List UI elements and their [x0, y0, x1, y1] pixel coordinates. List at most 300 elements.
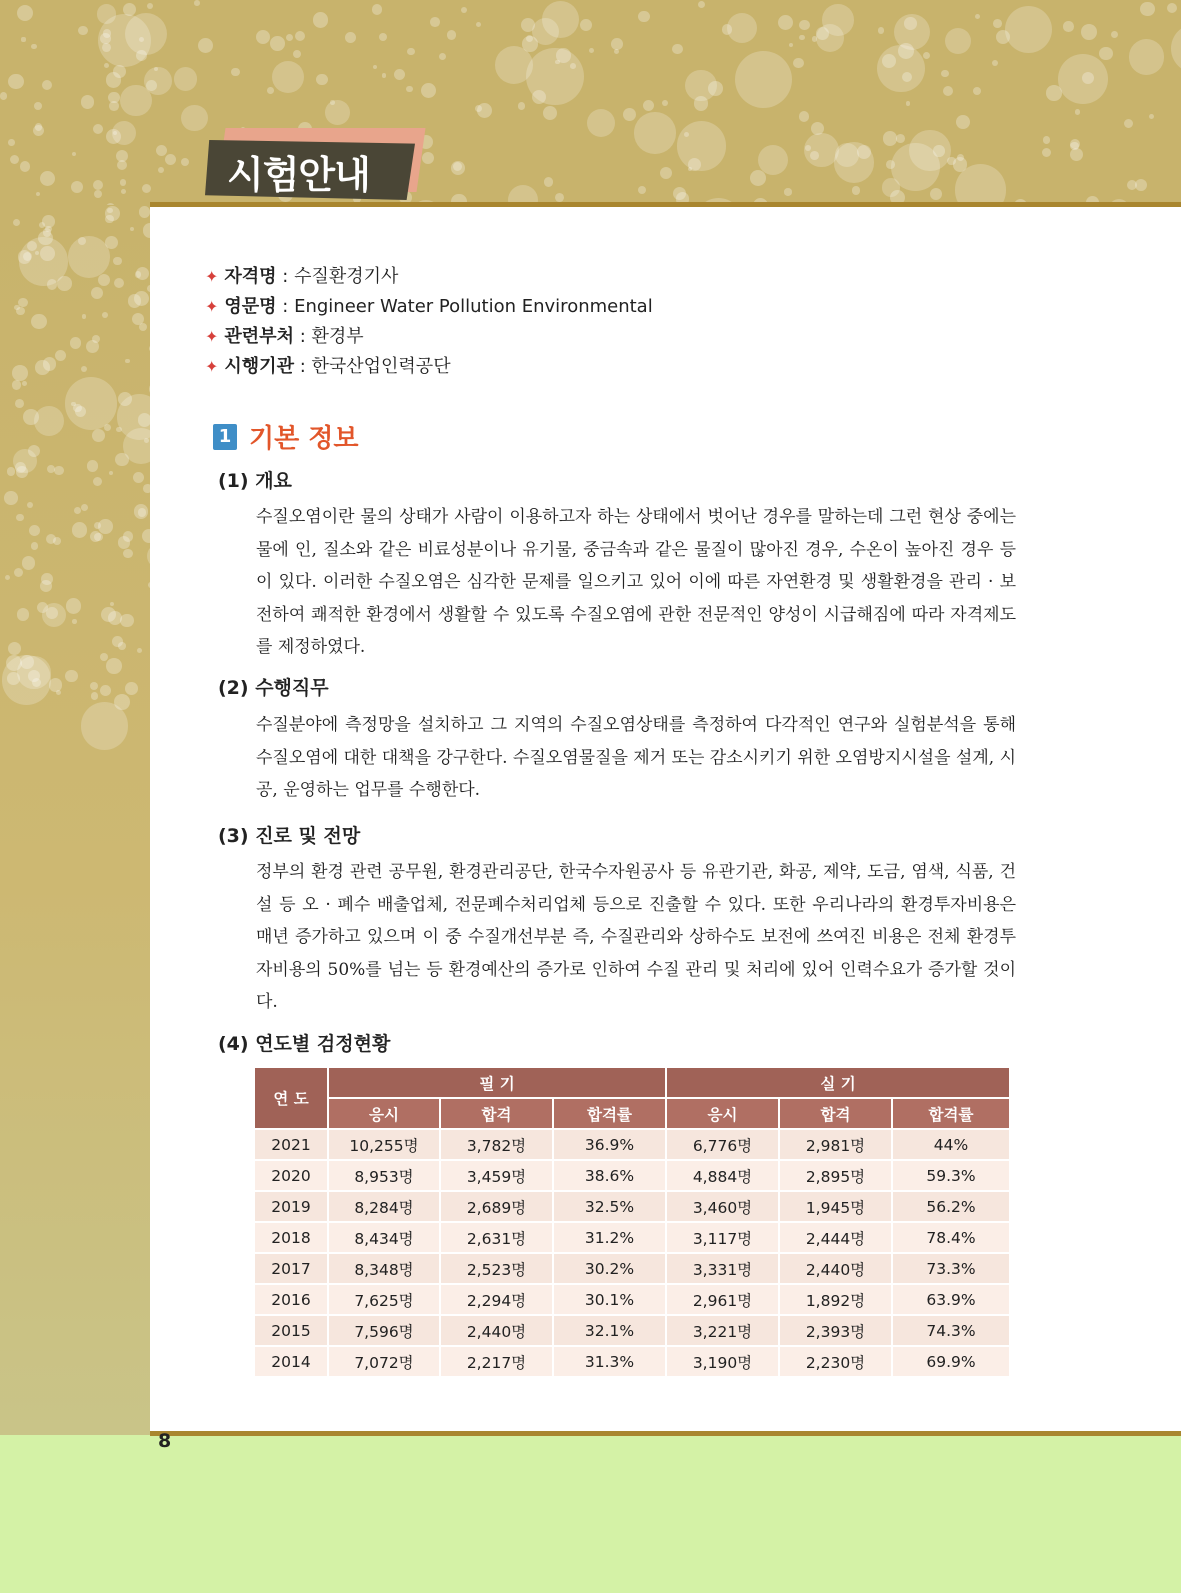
year-cell: 2014 [255, 1347, 329, 1378]
decor-dot [72, 619, 77, 624]
star-bullet-icon: ✦ [205, 267, 219, 286]
decor-dot [286, 34, 293, 41]
decor-dot [439, 53, 446, 60]
table-cell: 1,892명 [780, 1285, 893, 1316]
top-rule [150, 202, 1181, 207]
practical-exam-header: 실 기 [667, 1068, 1009, 1099]
decor-dot [799, 20, 809, 30]
decor-dot [70, 337, 82, 349]
decor-dot [231, 68, 239, 76]
decor-dot [154, 67, 158, 71]
decor-dot [72, 522, 88, 538]
decor-dot [1124, 119, 1133, 128]
decor-dot [7, 467, 15, 475]
column-header: 응시 [329, 1099, 441, 1130]
page-title: 시험안내 [227, 153, 370, 197]
table-cell: 56.2% [893, 1192, 1009, 1223]
table-cell: 2,689명 [441, 1192, 554, 1223]
header-background [0, 0, 1181, 205]
decor-dot [522, 36, 538, 52]
decor-dot [118, 392, 132, 406]
decor-dot [270, 36, 285, 51]
decor-dot [975, 14, 980, 19]
decor-dot [71, 181, 83, 193]
table-cell: 3,460명 [667, 1192, 780, 1223]
decor-dot [123, 549, 133, 559]
table-row [255, 1130, 1009, 1161]
table-cell: 2,393명 [780, 1316, 893, 1347]
table-row [255, 1254, 1009, 1285]
decor-dot [1075, 109, 1081, 115]
decor-dot [811, 122, 824, 135]
decor-dot [1070, 148, 1083, 161]
decor-dot [81, 504, 88, 511]
table-cell: 2,444명 [780, 1223, 893, 1254]
decor-dot [27, 502, 33, 508]
decor-dot [943, 86, 953, 96]
table-row [255, 1223, 1009, 1254]
table-row [255, 1161, 1009, 1192]
decor-dot [461, 7, 468, 14]
decor-dot [34, 102, 42, 110]
decor-dot [104, 63, 109, 68]
decor-dot [102, 312, 108, 318]
decor-dot [495, 46, 533, 84]
decor-dot [672, 44, 682, 54]
decor-dot [896, 134, 905, 143]
decor-dot [181, 158, 189, 166]
decor-dot [142, 529, 150, 543]
decor-dot [272, 61, 304, 93]
info-label: 시행기관 [224, 356, 294, 377]
decor-dot [142, 184, 151, 193]
decor-dot [256, 30, 270, 44]
decor-dot [778, 15, 793, 30]
decor-dot [42, 603, 66, 627]
decor-dot [93, 124, 103, 134]
decor-dot [57, 276, 72, 291]
decor-dot [857, 145, 871, 159]
decor-dot [78, 237, 86, 245]
table-row [255, 1285, 1009, 1316]
decor-dot [134, 291, 150, 307]
table-cell: 32.5% [554, 1192, 667, 1223]
decor-dot [372, 4, 382, 14]
subsection-heading-overview: (1) 개요 [218, 470, 292, 492]
decor-dot [1129, 39, 1165, 75]
table-cell: 38.6% [554, 1161, 667, 1192]
decor-dot [13, 219, 20, 226]
decor-dot [28, 445, 40, 457]
decor-dot [16, 514, 24, 522]
decor-dot [267, 87, 274, 94]
table-cell: 8,348명 [329, 1254, 441, 1285]
decor-dot [451, 161, 465, 175]
year-cell: 2021 [255, 1130, 329, 1161]
column-header: 합격률 [554, 1099, 667, 1130]
table-cell: 44% [893, 1130, 1009, 1161]
table-cell: 36.9% [554, 1130, 667, 1161]
decor-dot [113, 65, 126, 78]
decor-dot [923, 52, 930, 59]
decor-dot [18, 250, 31, 263]
decor-dot [295, 31, 306, 42]
decor-dot [992, 60, 998, 66]
decor-dot [165, 154, 176, 165]
decor-dot [174, 67, 198, 91]
decor-dot [345, 32, 356, 43]
decor-dot [822, 4, 854, 36]
table-row [255, 1316, 1009, 1347]
star-bullet-icon: ✦ [205, 327, 219, 346]
table-cell: 30.1% [554, 1285, 667, 1316]
decor-dot [42, 215, 55, 228]
decor-dot [40, 580, 52, 592]
decor-dot [110, 602, 114, 606]
section-title: 기본 정보 [249, 424, 359, 454]
decor-dot [447, 30, 456, 39]
decor-dot [1046, 85, 1062, 101]
decor-dot [793, 58, 804, 69]
decor-dot [47, 279, 58, 290]
decor-dot [92, 429, 105, 442]
year-header: 연 도 [255, 1068, 329, 1130]
decor-dot [54, 466, 63, 475]
decor-dot [29, 525, 40, 536]
decor-dot [21, 37, 25, 41]
table-cell: 31.2% [554, 1223, 667, 1254]
decor-dot [121, 189, 126, 194]
decor-dot [587, 109, 615, 137]
decor-dot [799, 111, 810, 122]
career-paragraph: 정부의 환경 관련 공무원, 환경관리공단, 한국수자원공사 등 유관기관, 화공, 제약, 도금, 염색, 식품, 건설 등 오 · 폐수 배출업체, 전문폐수처리업체 등으로 진출할 수 있다. 또한 우리나라의 환경투자비용은 매년 증가하고 있으며 이 중 수질개선부분 즉, 수질관리와 상하수도 보전에 쓰여진 비용은 전체 환경투자비용의 50%를 넘는 등 환경예산의 증가로 인하여 수질 관리 및 처리에 있어 인력수요가 증가할 것이다. [256, 862, 1016, 1012]
info-value: 한국산업인력공단 [311, 356, 451, 377]
table-cell: 2,294명 [441, 1285, 554, 1316]
table-cell: 8,284명 [329, 1192, 441, 1223]
decor-dot [555, 60, 559, 64]
subsection-heading-duties: (2) 수행직무 [218, 677, 329, 699]
decor-dot [31, 44, 37, 50]
decor-dot [92, 335, 100, 343]
table-cell: 10,255명 [329, 1130, 441, 1161]
decor-dot [106, 658, 122, 674]
decor-dot [31, 542, 38, 549]
subsection-heading-statistics: (4) 연도별 검정현황 [218, 1033, 391, 1055]
decor-dot [120, 179, 127, 186]
table-cell: 2,440명 [441, 1316, 554, 1347]
decor-dot [973, 87, 982, 96]
decor-dot [993, 19, 1002, 28]
table-cell: 32.1% [554, 1316, 667, 1347]
table-cell: 2,961명 [667, 1285, 780, 1316]
decor-dot [1127, 180, 1137, 190]
decor-dot [1099, 47, 1113, 61]
table-body [255, 1130, 1009, 1378]
decor-dot [544, 177, 553, 186]
column-header: 합격 [780, 1099, 893, 1130]
decor-dot [143, 223, 150, 238]
decor-dot [12, 380, 21, 389]
table-cell: 6,776명 [667, 1130, 780, 1161]
decor-dot [735, 51, 792, 108]
decor-dot [373, 65, 377, 69]
info-value: 환경부 [311, 326, 364, 347]
decor-dot [113, 257, 122, 266]
table-cell: 8,953명 [329, 1161, 441, 1192]
decor-dot [542, 1, 579, 38]
decor-dot [91, 692, 99, 700]
decor-dot [956, 115, 970, 129]
info-row-english-name: ✦ 영문명 : Engineer Water Pollution Environmental [205, 296, 653, 317]
decor-dot [313, 12, 329, 28]
decor-dot [1149, 114, 1154, 119]
year-cell: 2018 [255, 1223, 329, 1254]
decor-dot [115, 453, 128, 466]
page-title-tab [205, 128, 435, 200]
decor-dot [15, 399, 24, 408]
section-number-badge: 1 [213, 424, 237, 450]
decor-dot [12, 365, 27, 380]
decor-dot [623, 108, 636, 121]
decor-dot [382, 73, 386, 77]
decor-dot [36, 192, 40, 196]
decor-dot [10, 155, 19, 164]
decor-dot [106, 129, 121, 144]
decor-dot [878, 27, 885, 34]
decor-dot [685, 70, 717, 102]
decor-dot [8, 74, 23, 89]
info-value: Engineer Water Pollution Environmental [294, 296, 653, 317]
table-cell: 2,440명 [780, 1254, 893, 1285]
decor-dot [476, 22, 481, 27]
decor-dot [22, 381, 27, 386]
decor-dot [1043, 136, 1051, 144]
decor-dot [14, 568, 24, 578]
decor-dot [799, 35, 805, 41]
decor-dot [394, 69, 405, 80]
table-cell: 7,596명 [329, 1316, 441, 1347]
decor-dot [78, 26, 88, 36]
decor-dot [518, 102, 526, 110]
table-cell: 7,625명 [329, 1285, 441, 1316]
table-row [255, 1347, 1009, 1378]
decor-dot [662, 100, 668, 106]
table-row [255, 1192, 1009, 1223]
decor-dot [0, 92, 7, 99]
decor-dot [98, 274, 111, 287]
decor-dot [1111, 31, 1118, 38]
decor-dot [555, 193, 564, 202]
decor-dot [125, 13, 167, 55]
decor-dot [40, 246, 55, 261]
decor-dot [102, 43, 111, 52]
decor-dot [132, 313, 144, 325]
table-cell: 2,981명 [780, 1130, 893, 1161]
decor-dot [100, 685, 111, 696]
star-bullet-icon: ✦ [205, 297, 219, 316]
decor-dot [660, 167, 672, 179]
decor-dot [134, 504, 149, 519]
table-cell: 3,221명 [667, 1316, 780, 1347]
decor-dot [18, 298, 27, 307]
decor-dot [112, 636, 123, 647]
decor-dot [114, 694, 130, 710]
decor-dot [53, 537, 61, 545]
decor-dot [634, 112, 675, 153]
decor-dot [130, 227, 134, 231]
decor-dot [638, 11, 649, 22]
decor-dot [117, 160, 127, 170]
year-cell: 2017 [255, 1254, 329, 1285]
side-background [0, 205, 150, 1435]
year-cell: 2020 [255, 1161, 329, 1192]
decor-dot [543, 106, 557, 120]
overview-paragraph: 수질오염이란 물의 상태가 사람이 이용하고자 하는 상태에서 벗어난 경우를 말하는데 그런 현상 중에는 물에 인, 질소와 같은 비료성분이나 유기물, 중금속과 같은 물질이 많아진 경우, 수온이 높아진 경우 등이 있다. 이러한 수질오염은 심각한 문제를 일으키고 있어 이에 따른 자연환경 및 생활환경을 관리 · 보전하여 쾌적한 환경에서 생활할 수 있도록 수질오염에 관한 전문적인 양성이 시급해짐에 따라 자격제도를 제정하였다. [256, 507, 1016, 657]
decor-dot [109, 101, 119, 111]
table-cell: 3,782명 [441, 1130, 554, 1161]
decor-dot [66, 598, 81, 613]
decor-dot [72, 152, 76, 156]
decor-dot [147, 3, 153, 9]
decor-dot [33, 125, 44, 136]
decor-dot [181, 105, 208, 132]
table-cell: 1,945명 [780, 1192, 893, 1223]
decor-dot [74, 507, 81, 514]
decor-dot [118, 536, 131, 549]
decor-dot [139, 206, 150, 217]
decor-dot [81, 366, 87, 372]
decor-dot [638, 186, 647, 195]
decor-dot [125, 682, 138, 695]
decor-dot [789, 43, 794, 48]
decor-dot [133, 472, 144, 483]
decor-dot [34, 406, 64, 436]
decor-dot [109, 471, 113, 475]
decor-dot [125, 359, 129, 363]
decor-dot [784, 188, 791, 195]
decor-dot [325, 100, 350, 125]
footer-background [0, 1435, 1181, 1593]
decor-dot [68, 236, 110, 278]
table-cell: 69.9% [893, 1347, 1009, 1378]
decor-dot [758, 145, 788, 175]
info-label: 자격명 [224, 266, 277, 287]
decor-dot [883, 131, 897, 145]
decor-dot [40, 171, 55, 186]
decor-dot [114, 278, 124, 288]
table-cell: 2,523명 [441, 1254, 554, 1285]
table-cell: 78.4% [893, 1223, 1009, 1254]
decor-dot [43, 228, 51, 236]
decor-dot [407, 48, 414, 55]
page-number: 8 [158, 1430, 172, 1452]
table-cell: 3,190명 [667, 1347, 780, 1378]
table-cell: 31.3% [554, 1347, 667, 1378]
info-label: 관련부처 [224, 326, 294, 347]
decor-dot [65, 377, 118, 430]
decor-dot [580, 19, 592, 31]
decor-dot [94, 533, 102, 541]
decor-dot [100, 653, 108, 661]
decor-dot [123, 3, 136, 16]
table-cell: 74.3% [893, 1316, 1009, 1347]
year-cell: 2019 [255, 1192, 329, 1223]
column-header: 응시 [667, 1099, 780, 1130]
decor-dot [906, 101, 911, 106]
subsection-heading-career: (3) 진로 및 전망 [218, 825, 361, 847]
decor-dot [93, 477, 102, 486]
decor-dot [198, 38, 213, 53]
table-cell: 63.9% [893, 1285, 1009, 1316]
decor-dot [143, 484, 150, 493]
table-cell: 8,434명 [329, 1223, 441, 1254]
decor-dot [421, 83, 436, 98]
table-cell: 2,895명 [780, 1161, 893, 1192]
decor-dot [430, 17, 440, 27]
decor-dot [379, 33, 387, 41]
decor-dot [22, 556, 36, 570]
decor-dot [20, 161, 31, 172]
decor-dot [156, 145, 167, 156]
decor-dot [677, 121, 727, 171]
decor-dot [1167, 3, 1177, 13]
table-cell: 4,884명 [667, 1161, 780, 1192]
decor-dot [4, 491, 17, 504]
decor-dot [105, 206, 120, 221]
table-cell: 30.2% [554, 1254, 667, 1285]
decor-dot [42, 80, 52, 90]
decor-dot [1063, 21, 1074, 32]
table-cell: 7,072명 [329, 1347, 441, 1378]
decor-dot [852, 186, 860, 194]
info-row-ministry: ✦ 관련부처 : 환경부 [205, 326, 364, 347]
table-cell: 3,459명 [441, 1161, 554, 1192]
star-bullet-icon: ✦ [205, 357, 219, 376]
qualification-info [205, 262, 653, 382]
decor-dot [1042, 148, 1051, 157]
decor-dot [1171, 24, 1181, 73]
decor-dot [15, 462, 26, 473]
decor-dot [805, 145, 811, 151]
decor-dot [73, 404, 82, 413]
decor-dot [43, 357, 56, 370]
decor-dot [87, 460, 98, 471]
decor-dot [120, 85, 151, 116]
table-cell: 2,217명 [441, 1347, 554, 1378]
table-cell: 59.3% [893, 1161, 1009, 1192]
decor-dot [316, 74, 328, 86]
table-cell: 2,631명 [441, 1223, 554, 1254]
decor-dot [94, 190, 102, 198]
decor-dot [611, 38, 623, 50]
table-cell: 3,331명 [667, 1254, 780, 1285]
info-row-agency: ✦ 시행기관 : 한국산업인력공단 [205, 356, 451, 377]
bottom-rule [150, 1431, 1181, 1436]
info-row-name: ✦ 자격명 : 수질환경기사 [205, 266, 399, 287]
decor-dot [194, 0, 200, 6]
column-header: 합격 [441, 1099, 554, 1130]
table-cell: 73.3% [893, 1254, 1009, 1285]
decor-dot [930, 188, 942, 200]
table-cell: 3,117명 [667, 1223, 780, 1254]
decor-dot [810, 151, 819, 160]
info-value: 수질환경기사 [294, 266, 399, 287]
decor-dot [81, 95, 95, 109]
decor-dot [5, 575, 10, 580]
info-label: 영문명 [224, 296, 277, 317]
decor-dot [82, 314, 87, 319]
decor-dot [945, 28, 971, 54]
